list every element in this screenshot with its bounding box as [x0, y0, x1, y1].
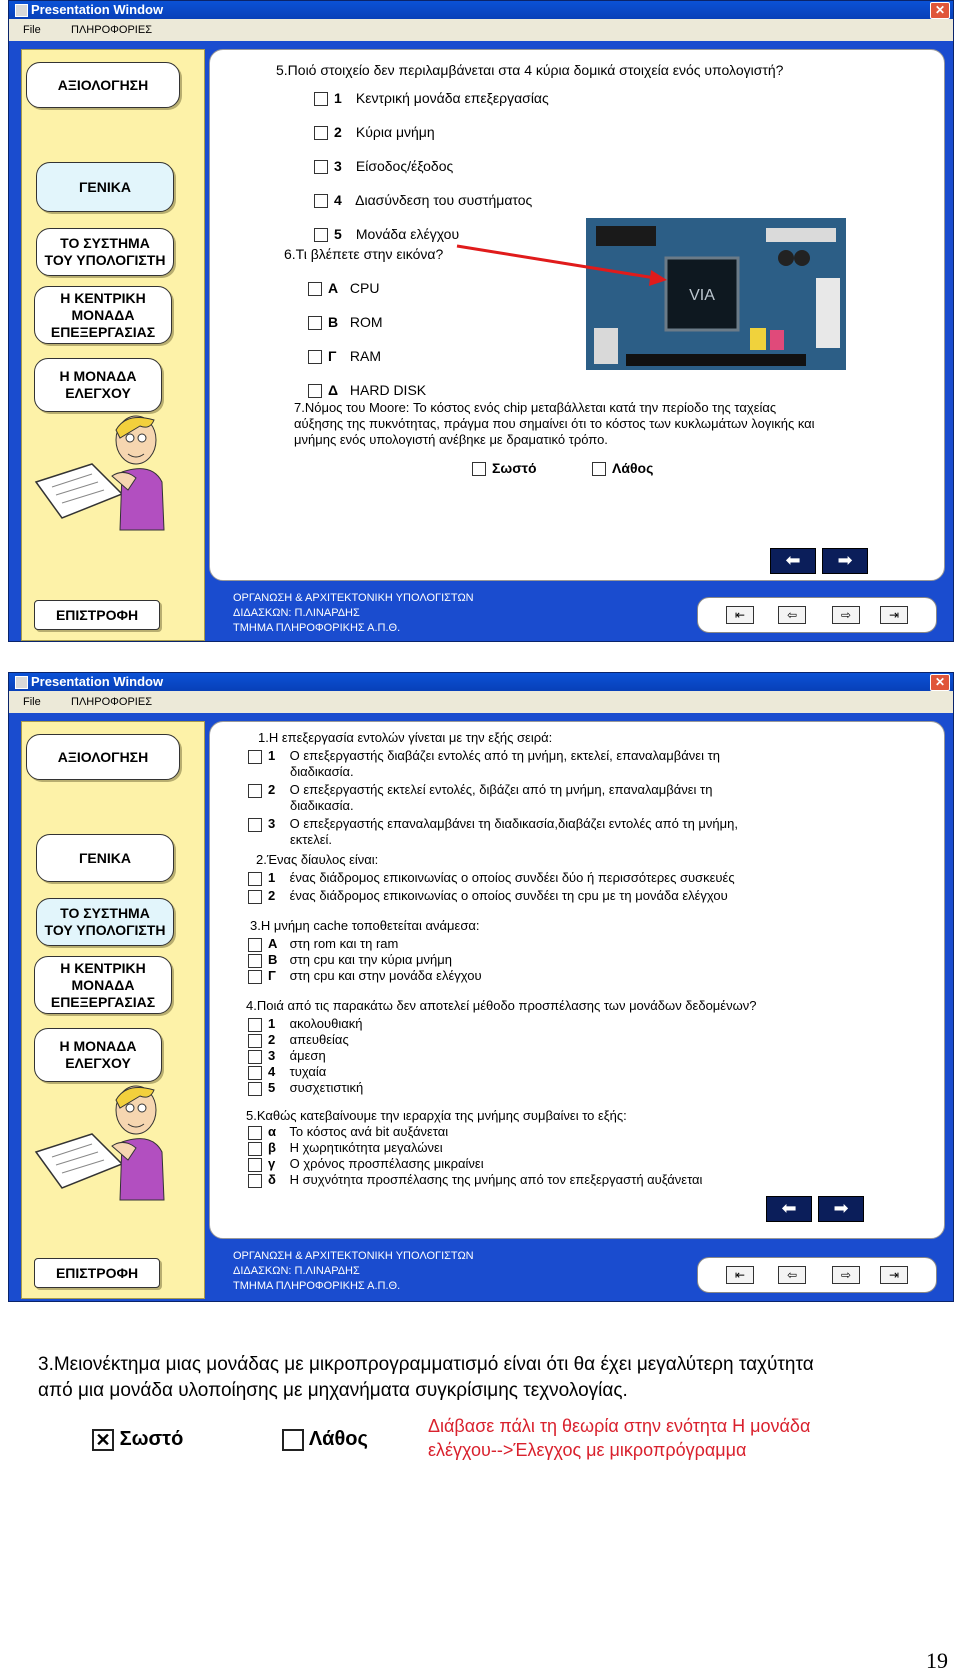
question-1-text: 1.Η επεξεργασία εντολών γίνεται με την εξής σειρά: [258, 730, 553, 745]
option-label: συσχετιστική [289, 1080, 364, 1095]
checkbox[interactable] [248, 890, 262, 904]
option-key: Γ [268, 968, 276, 983]
nav-control-label-2: ΕΛΕΓΧΟΥ [65, 1055, 131, 1071]
question-6-text: 6.Τι βλέπετε στην εικόνα? [284, 246, 444, 262]
checkbox[interactable] [282, 1429, 304, 1451]
option-key: 2 [268, 888, 276, 903]
checkbox[interactable] [314, 194, 328, 208]
question-5-text: 5.Ποιό στοιχείο δεν περιλαμβάνεται στα 4 κύρια δομικά στοιχεία ενός υπολογιστή? [276, 62, 784, 78]
checkbox[interactable] [248, 784, 262, 798]
q3-true-option[interactable] [92, 1428, 183, 1451]
q6-option-a[interactable] [308, 280, 379, 296]
option-key: α [268, 1124, 276, 1139]
student-reading-illustration [32, 1082, 192, 1202]
window-title: Presentation Window [31, 674, 164, 689]
red-arrow [455, 240, 675, 290]
checkbox[interactable] [248, 1050, 262, 1064]
nav-cpu-label-3: ΕΠΕΞΕΡΓΑΣΙΑΣ [50, 323, 156, 340]
svg-text:VIA: VIA [689, 287, 715, 304]
option-label: Λάθος [308, 1428, 368, 1450]
option-label: τυχαία [289, 1064, 327, 1079]
q2-option-2[interactable] [248, 888, 728, 904]
checkbox[interactable] [248, 1174, 262, 1188]
course-title: ΟΡΓΑΝΩΣΗ & ΑΡΧΙΤΕΚΤΟΝΙΚΗ ΥΠΟΛΟΓΙΣΤΩΝ [233, 1250, 474, 1262]
option-key: Δ [328, 382, 339, 398]
nav-cpu-label-2: ΜΟΝΑΔΑ [71, 976, 135, 993]
q5-option-5[interactable] [314, 226, 459, 242]
app-icon [15, 676, 28, 689]
close-button[interactable]: ✕ [930, 2, 950, 19]
option-key: 1 [268, 1016, 276, 1031]
back-button[interactable]: ΕΠΙΣΤΡΟΦΗ [34, 1258, 160, 1288]
question-3-text: 3.Η μνήμη cache τοποθετείται ανάμεσα: [250, 918, 480, 933]
q3-option-c[interactable] [248, 968, 482, 984]
feedback-hint [428, 1414, 810, 1462]
q5-option-d[interactable] [248, 1172, 702, 1188]
option-key: Α [328, 280, 339, 296]
option-key: δ [268, 1172, 276, 1187]
checkbox[interactable] [472, 462, 486, 476]
question-4-text: 4.Ποιά από τις παρακάτω δεν αποτελεί μέθοδο προσπέλασης των μονάδων δεδομένων? [246, 998, 757, 1013]
option-label: Το κόστος ανά bit αυξάνεται [289, 1124, 449, 1139]
prev-arrow-button[interactable]: ⬅ [770, 548, 816, 574]
nav-control-label-1: Η ΜΟΝΑΔΑ [59, 368, 137, 384]
option-key: 3 [334, 158, 342, 174]
option-label: ακολουθιακή [289, 1016, 363, 1031]
course-footer [233, 591, 474, 636]
option-label: στη cpu και την κύρια μνήμη [289, 952, 452, 967]
menu-bar [9, 691, 953, 713]
client-area [9, 41, 953, 641]
checkbox[interactable] [308, 350, 322, 364]
client-area [9, 713, 953, 1301]
checkbox[interactable] [248, 1142, 262, 1156]
q5-option-3[interactable] [314, 158, 453, 174]
q7-true-option[interactable] [472, 460, 537, 476]
menu-info[interactable]: ΠΛΗΡΟΦΟΡΙΕΣ [71, 696, 152, 708]
menu-info[interactable]: ΠΛΗΡΟΦΟΡΙΕΣ [71, 24, 152, 36]
q5-option-4[interactable] [314, 192, 532, 208]
option-key: Β [268, 952, 278, 967]
pager [697, 597, 937, 633]
nav-system-button[interactable] [36, 228, 174, 276]
nav-system-label-1: ΤΟ ΣΥΣΤΗΜΑ [60, 235, 150, 251]
presentation-window-1 [8, 0, 954, 642]
checkbox[interactable] [248, 1158, 262, 1172]
course-title: ΟΡΓΑΝΩΣΗ & ΑΡΧΙΤΕΚΤΟΝΙΚΗ ΥΠΟΛΟΓΙΣΤΩΝ [233, 592, 474, 604]
checkbox[interactable] [308, 316, 322, 330]
next-page-icon[interactable]: ⇨ [832, 1266, 860, 1284]
q7-false-option[interactable] [592, 460, 653, 476]
q4-option-2[interactable] [248, 1032, 349, 1048]
nav-system-label-1: ΤΟ ΣΥΣΤΗΜΑ [60, 905, 150, 921]
menu-bar [9, 19, 953, 41]
prev-arrow-button[interactable]: ⬅ [766, 1196, 812, 1222]
student-reading-illustration [32, 412, 192, 532]
option-key: 1 [334, 90, 342, 106]
title-bar [9, 1, 953, 19]
q3-option-b[interactable] [248, 952, 452, 968]
nav-evaluation-button[interactable]: ΑΞΙΟΛΟΓΗΣΗ [26, 734, 180, 780]
option-label: ένας διάδρομος επικοινωνίας ο οποίος συνδέει τη cpu με τη μονάδα ελέγχου [289, 888, 728, 903]
option-key: 5 [334, 226, 342, 242]
option-label: Κύρια μνήμη [355, 124, 435, 140]
option-key: 3 [268, 1048, 276, 1063]
last-page-icon[interactable]: ⇥ [880, 606, 908, 624]
course-instructor: ΔΙΔΑΣΚΩΝ: Π.ΛΙΝΑΡΔΗΣ [233, 607, 360, 619]
q6-option-d[interactable] [308, 382, 426, 398]
nav-control-label-1: Η ΜΟΝΑΔΑ [59, 1038, 137, 1054]
course-department: ΤΜΗΜΑ ΠΛΗΡΟΦΟΡΙΚΗΣ Α.Π.Θ. [233, 1280, 401, 1292]
q4-option-1[interactable] [248, 1016, 362, 1032]
option-key: 1 [268, 748, 276, 763]
pager [697, 1257, 937, 1293]
window-title: Presentation Window [31, 2, 164, 17]
option-label: Ο επεξεργαστής διαβάζει εντολές από τη μνήμη, εκτελεί, επαναλαμβάνει τη [289, 748, 720, 763]
question-7-line-3: μνήμης ενός υπολογιστή ανέβηκε με δραματικό τρόπο. [294, 432, 608, 447]
option-label: στη rom και τη ram [289, 936, 399, 951]
checkbox[interactable] [248, 1126, 262, 1140]
question-panel [209, 721, 945, 1239]
course-department: ΤΜΗΜΑ ΠΛΗΡΟΦΟΡΙΚΗΣ Α.Π.Θ. [233, 622, 401, 634]
sidebar [21, 49, 205, 641]
back-button[interactable]: ΕΠΙΣΤΡΟΦΗ [34, 600, 160, 630]
next-arrow-button[interactable]: ➡ [822, 548, 868, 574]
option-key: 4 [268, 1064, 276, 1079]
nav-system-label-2: ΤΟΥ ΥΠΟΛΟΓΙΣΤΗ [44, 252, 166, 268]
previous-page-icon[interactable]: ⇦ [778, 606, 806, 624]
option-key: γ [268, 1156, 276, 1171]
q6-option-c[interactable] [308, 348, 381, 364]
sidebar [21, 721, 205, 1299]
option-key: 4 [334, 192, 342, 208]
q1-option-2-cont: διαδικασία. [290, 798, 354, 813]
q1-option-1[interactable] [248, 748, 720, 764]
option-key: 2 [334, 124, 342, 140]
checkbox[interactable] [592, 462, 606, 476]
question-2-text: 2.Ένας δίαυλος είναι: [256, 852, 379, 867]
q2-option-1[interactable] [248, 870, 735, 886]
nav-cpu-label-1: Η ΚΕΝΤΡΙΚΗ [60, 959, 146, 976]
nav-system-button[interactable] [36, 898, 174, 946]
option-label: ROM [349, 314, 383, 330]
option-key: β [268, 1140, 276, 1155]
option-label: Κεντρική μονάδα επεξεργασίας [355, 90, 549, 106]
q5-option-1[interactable] [314, 90, 549, 106]
q4-option-3[interactable] [248, 1048, 326, 1064]
question-5-text: 5.Καθώς κατεβαίνουμε την ιεραρχία της μνήμης συμβαίνει το εξής: [246, 1108, 627, 1123]
question-7-line-1: 7.Νόμος του Moore: Το κόστος ενός chip μεταβάλλεται κατά την περίοδο της ταχείας [294, 400, 777, 415]
first-page-icon[interactable]: ⇤ [726, 606, 754, 624]
option-label: απευθείας [289, 1032, 349, 1047]
option-label: Λάθος [612, 460, 654, 476]
option-label: RAM [349, 348, 382, 364]
feedback-line-2: ελέγχου-->Έλεγχος με μικροπρόγραμμα [428, 1440, 747, 1460]
checkbox[interactable] [308, 384, 322, 398]
checkbox[interactable] [314, 160, 328, 174]
q1-option-3[interactable] [248, 816, 738, 832]
option-key: 1 [268, 870, 276, 885]
option-label: Μονάδα ελέγχου [355, 226, 460, 242]
option-key: 3 [268, 816, 276, 831]
title-bar [9, 673, 953, 691]
close-button[interactable]: ✕ [930, 674, 950, 691]
checkbox[interactable] [308, 282, 322, 296]
checkbox[interactable] [248, 938, 262, 952]
question-3-line-2: από μια μονάδα υλοποίησης με μηχανήματα συγκρίσιμης τεχνολογίας. [38, 1380, 628, 1401]
course-footer [233, 1249, 474, 1294]
app-icon [15, 4, 28, 17]
option-key: Α [268, 936, 278, 951]
option-key: Β [328, 314, 339, 330]
checkbox[interactable] [314, 228, 328, 242]
nav-control-label-2: ΕΛΕΓΧΟΥ [65, 385, 131, 401]
checkbox[interactable] [314, 126, 328, 140]
q6-option-b[interactable] [308, 314, 383, 330]
q1-option-1-cont: διαδικασία. [290, 764, 354, 779]
checkbox[interactable] [248, 750, 262, 764]
option-key: Γ [328, 348, 337, 364]
option-key: 2 [268, 782, 276, 797]
option-label: στη cpu και στην μονάδα ελέγχου [289, 968, 482, 983]
nav-system-label-2: ΤΟΥ ΥΠΟΛΟΓΙΣΤΗ [44, 922, 166, 938]
option-label: Ο επεξεργαστής εκτελεί εντολές, διβάζει από τη μνήμη, επαναλαμβάνει τη [289, 782, 713, 797]
menu-file[interactable]: File [23, 24, 41, 36]
q4-option-4[interactable] [248, 1064, 326, 1080]
last-page-icon[interactable]: ⇥ [880, 1266, 908, 1284]
option-label: HARD DISK [349, 382, 427, 398]
option-label: Σωστό [119, 1428, 184, 1450]
q1-option-2[interactable] [248, 782, 712, 798]
checkbox[interactable] [248, 872, 262, 886]
option-label: Διασύνδεση του συστήματος [355, 192, 533, 208]
q4-option-5[interactable] [248, 1080, 363, 1096]
option-label: Είσοδος/έξοδος [355, 158, 454, 174]
checkbox[interactable] [248, 1034, 262, 1048]
q1-option-3-cont: εκτελεί. [290, 832, 333, 847]
question-7-line-2: αύξησης της πυκνότητας, πράγμα που σημαίνει ότι το κόστος των κυκλωμάτων λογικής και [294, 416, 815, 431]
nav-cpu-button[interactable] [34, 286, 172, 344]
q5-option-b[interactable] [248, 1140, 443, 1156]
option-label: άμεση [289, 1048, 326, 1063]
option-key: 5 [268, 1080, 276, 1095]
course-instructor: ΔΙΔΑΣΚΩΝ: Π.ΛΙΝΑΡΔΗΣ [233, 1265, 360, 1277]
nav-general-button[interactable]: ΓΕΝΙΚΑ [36, 162, 174, 212]
checkbox[interactable] [248, 818, 262, 832]
nav-cpu-button[interactable] [34, 956, 172, 1014]
previous-page-icon[interactable]: ⇦ [778, 1266, 806, 1284]
checked-checkbox[interactable]: ✕ [92, 1429, 114, 1451]
checkbox[interactable] [314, 92, 328, 106]
nav-control-button[interactable] [34, 358, 162, 412]
next-page-icon[interactable]: ⇨ [832, 606, 860, 624]
nav-control-button[interactable] [34, 1028, 162, 1082]
checkbox[interactable] [248, 1066, 262, 1080]
presentation-window-2 [8, 672, 954, 1302]
option-label: Η χωρητικότητα μεγαλώνει [289, 1140, 443, 1155]
question-3-line-1: 3.Μειονέκτημα μιας μονάδας με μικροπρογραμματισμό είναι ότι θα έχει μεγαλύτερη ταχύτητα [38, 1354, 814, 1375]
checkbox[interactable] [248, 970, 262, 984]
q5-option-a[interactable] [248, 1124, 448, 1140]
checkbox[interactable] [248, 1082, 262, 1096]
menu-file[interactable]: File [23, 696, 41, 708]
option-label: Ο επεξεργαστής επαναλαμβάνει τη διαδικασία,διαβάζει εντολές από τη μνήμη, [289, 816, 738, 831]
next-arrow-button[interactable]: ➡ [818, 1196, 864, 1222]
option-label: Σωστό [492, 460, 537, 476]
q3-false-option[interactable] [282, 1428, 368, 1451]
first-page-icon[interactable]: ⇤ [726, 1266, 754, 1284]
option-key: 2 [268, 1032, 276, 1047]
option-label: CPU [349, 280, 380, 296]
nav-cpu-label-1: Η ΚΕΝΤΡΙΚΗ [60, 289, 146, 306]
feedback-line-1: Διάβασε πάλι τη θεωρία στην ενότητα Η μονάδα [428, 1416, 811, 1436]
nav-cpu-label-2: ΜΟΝΑΔΑ [71, 306, 135, 323]
nav-cpu-label-3: ΕΠΕΞΕΡΓΑΣΙΑΣ [50, 993, 156, 1010]
q5-option-c[interactable] [248, 1156, 484, 1172]
option-label: ένας διάδρομος επικοινωνίας ο οποίος συνδέει δύο ή περισσότερες συσκευές [289, 870, 735, 885]
question-panel [209, 49, 945, 581]
page-number: 19 [926, 1648, 948, 1673]
nav-general-button[interactable]: ΓΕΝΙΚΑ [36, 834, 174, 882]
checkbox[interactable] [248, 1018, 262, 1032]
q3-option-a[interactable] [248, 936, 398, 952]
option-label: Ο χρόνος προσπέλασης μικραίνει [289, 1156, 484, 1171]
option-label: Η συχνότητα προσπέλασης της μνήμης από τον επεξεργαστή αυξάνεται [289, 1172, 703, 1187]
q5-option-2[interactable] [314, 124, 435, 140]
checkbox[interactable] [248, 954, 262, 968]
nav-evaluation-button[interactable]: ΑΞΙΟΛΟΓΗΣΗ [26, 62, 180, 108]
